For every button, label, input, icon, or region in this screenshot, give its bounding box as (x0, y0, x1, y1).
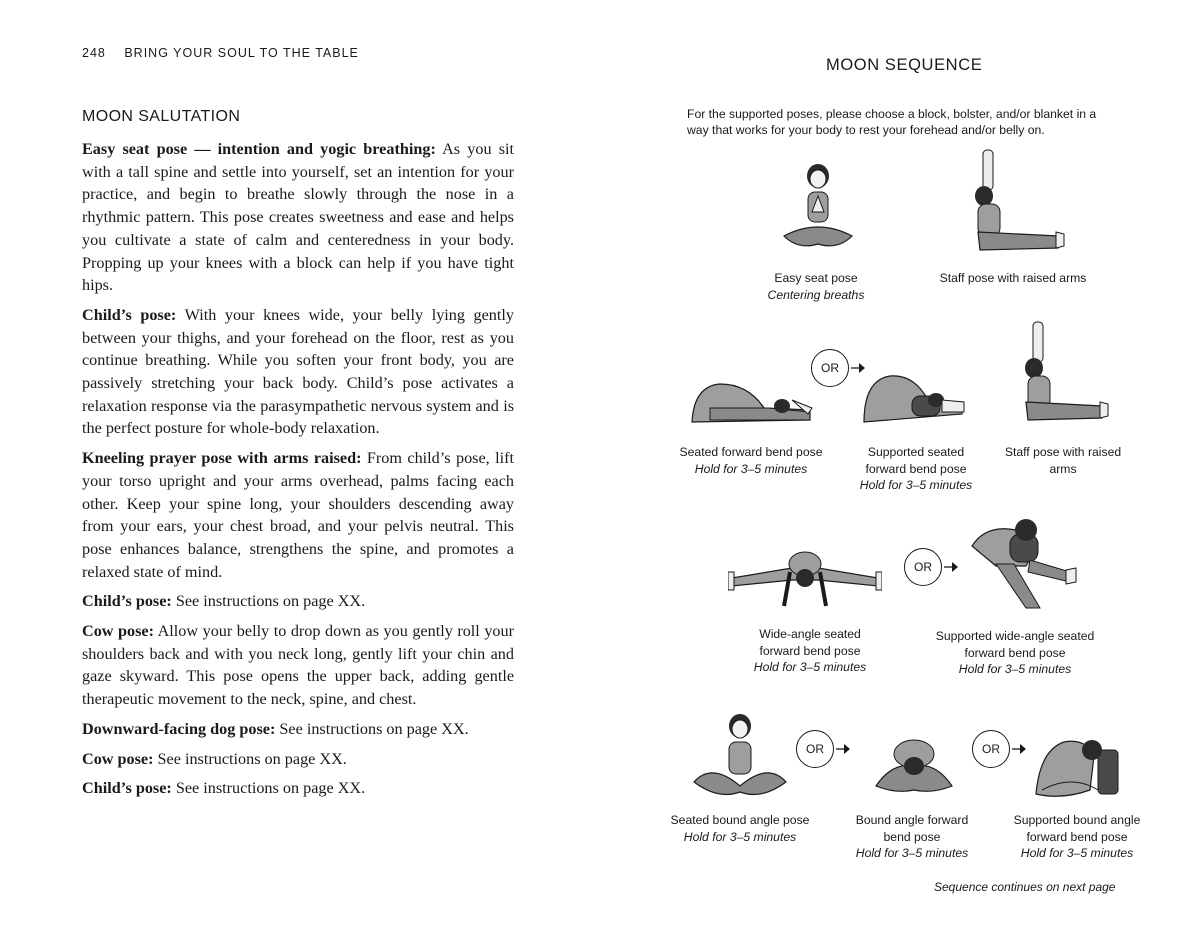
paragraph-childs-pose-3 (82, 777, 514, 800)
arrow-right-icon (1012, 743, 1026, 755)
caption-easy-seat (741, 270, 891, 303)
wide-angle-forward-bend-illustration (728, 550, 882, 616)
paragraph-childs-pose-2 (82, 590, 514, 613)
or-label: OR (796, 730, 834, 768)
pose-term: Child’s pose: (82, 592, 172, 611)
or-label: OR (904, 548, 942, 586)
caption-staff-raised-2 (996, 444, 1130, 477)
pose-name: Staff pose with raised arms (939, 271, 1087, 285)
pose-name: Supported wide-angle seated forward bend pose (935, 629, 1095, 660)
caption-seated-forward (663, 444, 839, 477)
page-number: 248 (82, 46, 106, 60)
pose-note: Hold for 3–5 minutes (859, 478, 973, 492)
easy-seat-pose-illustration (778, 158, 858, 254)
or-marker (904, 548, 962, 588)
pose-note: Hold for 3–5 minutes (958, 662, 1072, 676)
sequence-continues-note: Sequence continues on next page (934, 880, 1116, 894)
pose-description: Allow your belly to drop down as you gently roll your shoulders back and with you neck long, gently lift your chin and gaze skyward. This pose opens the upper back, adding gentle therapeutic movement to the neck, spine, and chest. (82, 622, 514, 709)
paragraph-childs-pose (82, 304, 514, 440)
caption-supported-bound-angle (1004, 812, 1150, 862)
pose-term: Easy seat pose — intention and yogic breathing: (82, 140, 436, 158)
pose-note: Hold for 3–5 minutes (855, 846, 969, 860)
pose-name: Supported seated forward bend pose (865, 445, 967, 476)
pose-name: Seated bound angle pose (670, 813, 810, 827)
pose-description: See instructions on page XX. (275, 719, 469, 738)
pose-name: Bound angle forward bend pose (855, 813, 969, 844)
arrow-right-icon (944, 561, 958, 573)
pose-term: Child’s pose: (82, 779, 172, 798)
pose-term: Downward-facing dog pose: (82, 719, 276, 738)
sequence-title: MOON SEQUENCE (826, 56, 983, 74)
pose-note: Hold for 3–5 minutes (694, 461, 808, 476)
caption-staff-raised-1 (928, 270, 1098, 287)
caption-wide-angle (740, 626, 880, 676)
supported-bound-angle-illustration (1032, 730, 1122, 802)
seated-bound-angle-illustration (692, 712, 788, 802)
pose-term: Child’s pose: (82, 305, 177, 324)
caption-bound-angle (670, 812, 810, 845)
pose-note: Hold for 3–5 minutes (683, 829, 797, 844)
pose-term: Cow pose: (82, 622, 154, 641)
seated-forward-bend-illustration (690, 378, 814, 424)
supported-seated-forward-bend-illustration (862, 370, 966, 424)
pose-note: Hold for 3–5 minutes (753, 660, 867, 674)
pose-description: See instructions on page XX. (153, 749, 347, 768)
staff-raised-arms-illustration (970, 148, 1066, 254)
caption-supported-wide-angle (932, 628, 1098, 678)
paragraph-kneeling-prayer (82, 447, 514, 583)
pose-name: Staff pose with raised arms (1004, 445, 1122, 476)
section-title: MOON SALUTATION (82, 108, 241, 125)
supported-wide-angle-illustration (966, 516, 1086, 612)
paragraph-cow-pose (82, 620, 514, 711)
pose-description: From child’s pose, lift your torso upright and your arms overhead, palms facing each other. Keep your spine long, your shoulders descending away from your ears, your chest broad, and your pelvis neutral. This pose enhances balance, strengthens the spine, and promotes a relaxed state of mind. (82, 449, 515, 581)
right-page (600, 0, 1200, 927)
pose-note: Centering breaths (767, 287, 865, 302)
staff-raised-arms-illustration (1020, 320, 1110, 424)
paragraph-easy-seat (82, 138, 514, 297)
caption-bound-angle-forward (842, 812, 982, 862)
paragraph-cow-pose-2 (82, 748, 514, 771)
body-text (82, 138, 514, 807)
pose-description: See instructions on page XX. (171, 779, 366, 798)
bound-angle-forward-bend-illustration (872, 736, 956, 796)
pose-term: Kneeling prayer pose with arms raised: (82, 449, 362, 468)
pose-description: As you sit with a tall spine and settle into yourself, set an intention for your practice, and begin to breathe slowly through the nose in a rhythmic pattern. This pose creates sweetness and ease and helps you cultivate a state of calm and centeredness in your body. Propping up your knees with a block can help if you have tight hips. (82, 140, 515, 295)
or-label: OR (811, 349, 849, 387)
pose-description: With your knees wide, your belly lying gently between your thighs, and your forehead on the floor, rest as you continue breathing. While you soften your front body, you are passively stretching your back body. Child’s pose activates a relaxation response via the parasympathetic nervous system and is the perfect posture for whole-body relaxation. (82, 305, 514, 438)
pose-description: See instructions on page XX. (171, 592, 366, 611)
pose-name: Easy seat pose (774, 271, 858, 285)
pose-name: Supported bound angle forward bend pose (1013, 813, 1141, 844)
or-label: OR (972, 730, 1010, 768)
pose-note: Hold for 3–5 minutes (1020, 846, 1134, 860)
running-head-title: BRING YOUR SOUL TO THE TABLE (124, 46, 359, 60)
sequence-intro: For the supported poses, please choose a block, bolster, and/or blanket in a way that works for your body to rest your forehead and/or belly on. (687, 107, 1097, 137)
pose-name: Wide-angle seated forward bend pose (759, 627, 861, 658)
caption-supported-seated-forward (850, 444, 982, 494)
running-head (82, 46, 359, 60)
paragraph-downward-dog (82, 718, 514, 741)
pose-name: Seated forward bend pose (679, 445, 823, 459)
or-marker (796, 730, 854, 770)
pose-term: Cow pose: (82, 749, 154, 768)
or-marker (972, 730, 1030, 770)
arrow-right-icon (836, 743, 850, 755)
or-marker (811, 349, 869, 389)
